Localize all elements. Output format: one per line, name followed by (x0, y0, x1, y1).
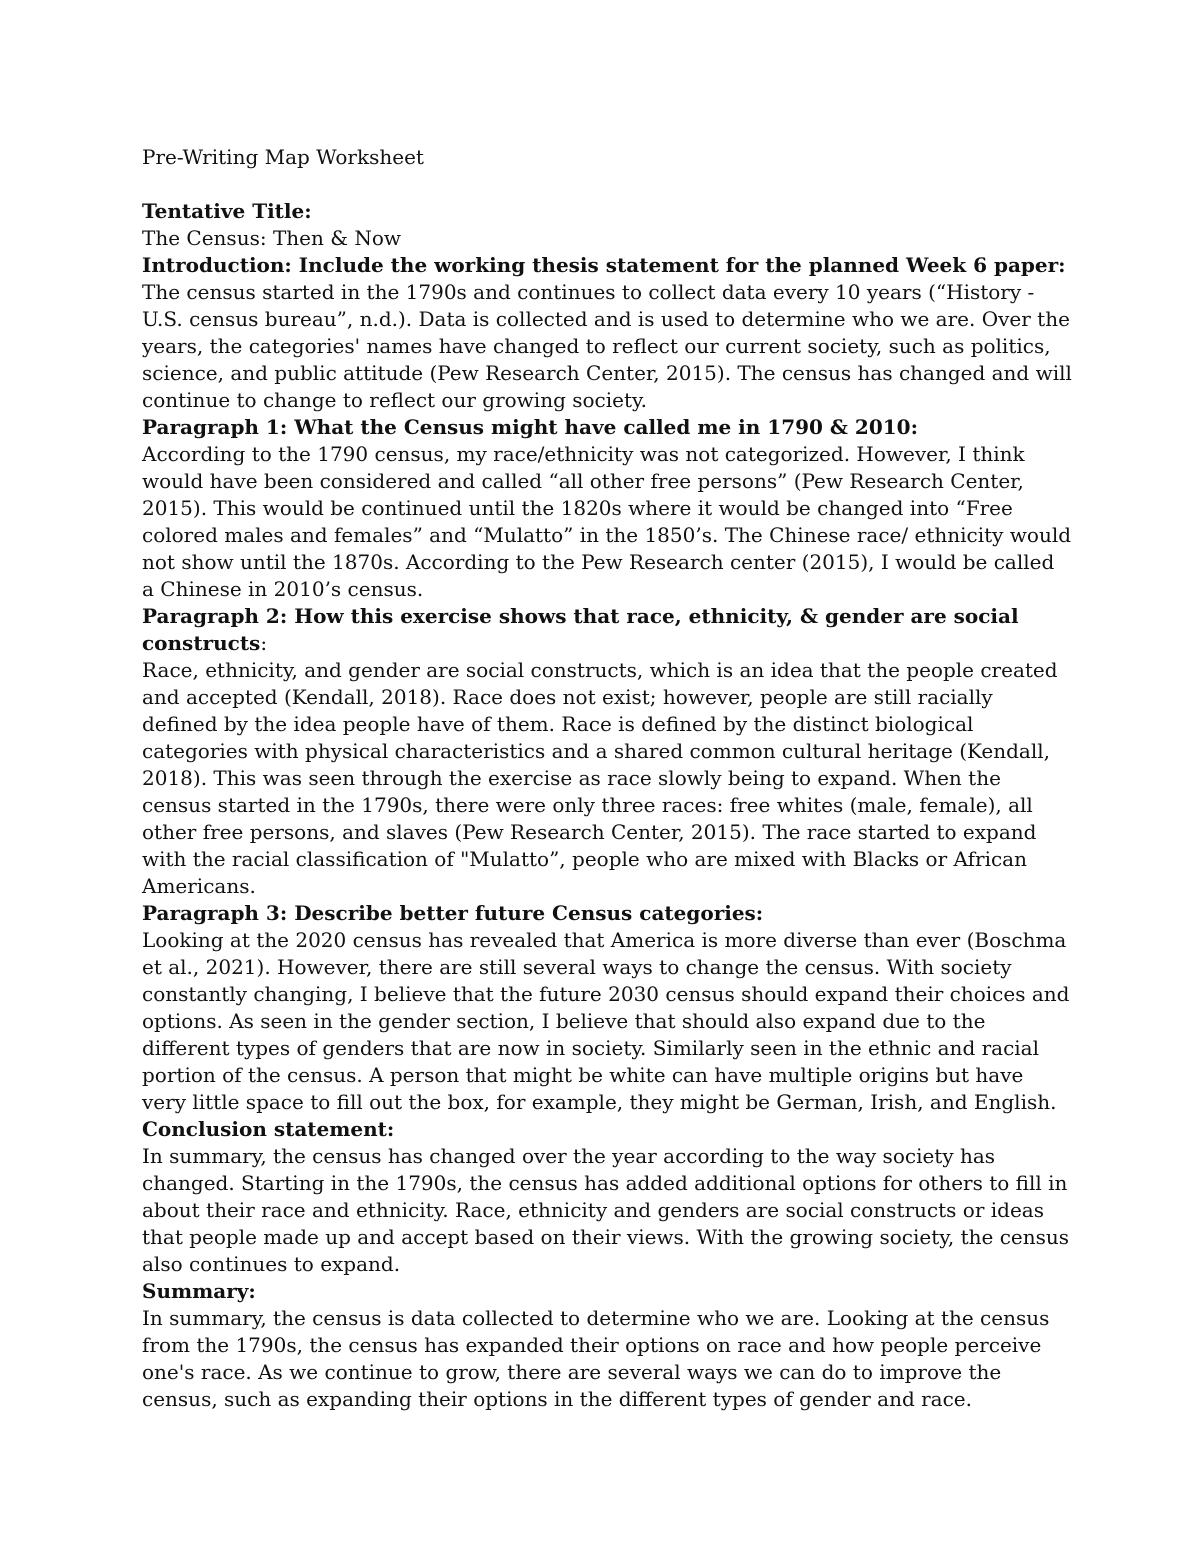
paragraph-2-heading-line (142, 603, 1072, 657)
paragraph-3-heading: Paragraph 3: Describe better future Census categories: (142, 901, 764, 925)
introduction-text: The census started in the 1790s and continues to collect data every 10 years (“History - U.S. census bureau”, n.d.). Data is collected and is used to determine who we are. Over the years, the categories' names have changed to reflect our current society, such as politics, science, and public attitude (Pew Research Center, 2015). The census has changed and will continue to change to reflect our growing society. (142, 280, 1072, 412)
paragraph-2-heading: Paragraph 2: How this exercise shows that race, ethnicity, & gender are social constructs (142, 604, 1019, 655)
paragraph-1-text: According to the 1790 census, my race/ethnicity was not categorized. However, I think would have been considered and called “all other free persons” (Pew Research Center, 2015). This would be continued until the 1820s where it would be changed into “Free colored males and females” and “Mulatto” in the 1850’s. The Chinese race/ ethnicity would not show until the 1870s. According to the Pew Research center (2015), I would be called a Chinese in 2010’s census. (142, 442, 1072, 601)
tentative-title-heading: Tentative Title: (142, 199, 312, 223)
conclusion-heading: Conclusion statement: (142, 1117, 395, 1141)
document-page (142, 144, 1072, 1413)
introduction-heading: Introduction: Include the working thesis statement for the planned Week 6 paper: (142, 253, 1066, 277)
document-title: Pre-Writing Map Worksheet (142, 145, 424, 169)
paragraph-3-text: Looking at the 2020 census has revealed that America is more diverse than ever (Boschma et al., 2021). However, there are still several ways to change the census. With society constantly changing, I believe that the future 2030 census should expand their choices and options. As seen in the gender section, I believe that should also expand due to the different types of genders that are now in society. Similarly seen in the ethnic and racial portion of the census. A person that might be white can have multiple origins but have very little space to fill out the box, for example, they might be German, Irish, and English. (142, 928, 1070, 1114)
tentative-title-text: The Census: Then & Now (142, 226, 402, 250)
summary-heading: Summary: (142, 1279, 256, 1303)
paragraph-1-heading: Paragraph 1: What the Census might have called me in 1790 & 2010: (142, 415, 918, 439)
conclusion-text: In summary, the census has changed over the year according to the way society has changed. Starting in the 1790s, the census has added additional options for others to fill in about their race and ethnicity. Race, ethnicity and genders are social constructs or ideas that people made up and accept based on their views. With the growing society, the census also continues to expand. (142, 1144, 1070, 1276)
paragraph-2-heading-suffix: : (260, 631, 268, 655)
summary-text: In summary, the census is data collected to determine who we are. Looking at the census from the 1790s, the census has expanded their options on race and how people perceive one's race. As we continue to grow, there are several ways we can do to improve the census, such as expanding their options in the different types of gender and race. (142, 1306, 1050, 1411)
paragraph-2-text: Race, ethnicity, and gender are social constructs, which is an idea that the people created and accepted (Kendall, 2018). Race does not exist; however, people are still racially defined by the idea people have of them. Race is defined by the distinct biological categories with physical characteristics and a shared common cultural heritage (Kendall, 2018). This was seen through the exercise as race slowly being to expand. When the census started in the 1790s, there were only three races: free whites (male, female), all other free persons, and slaves (Pew Research Center, 2015). The race started to expand with the racial classification of "Mulatto”, people who are mixed with Blacks or African Americans. (142, 658, 1058, 898)
